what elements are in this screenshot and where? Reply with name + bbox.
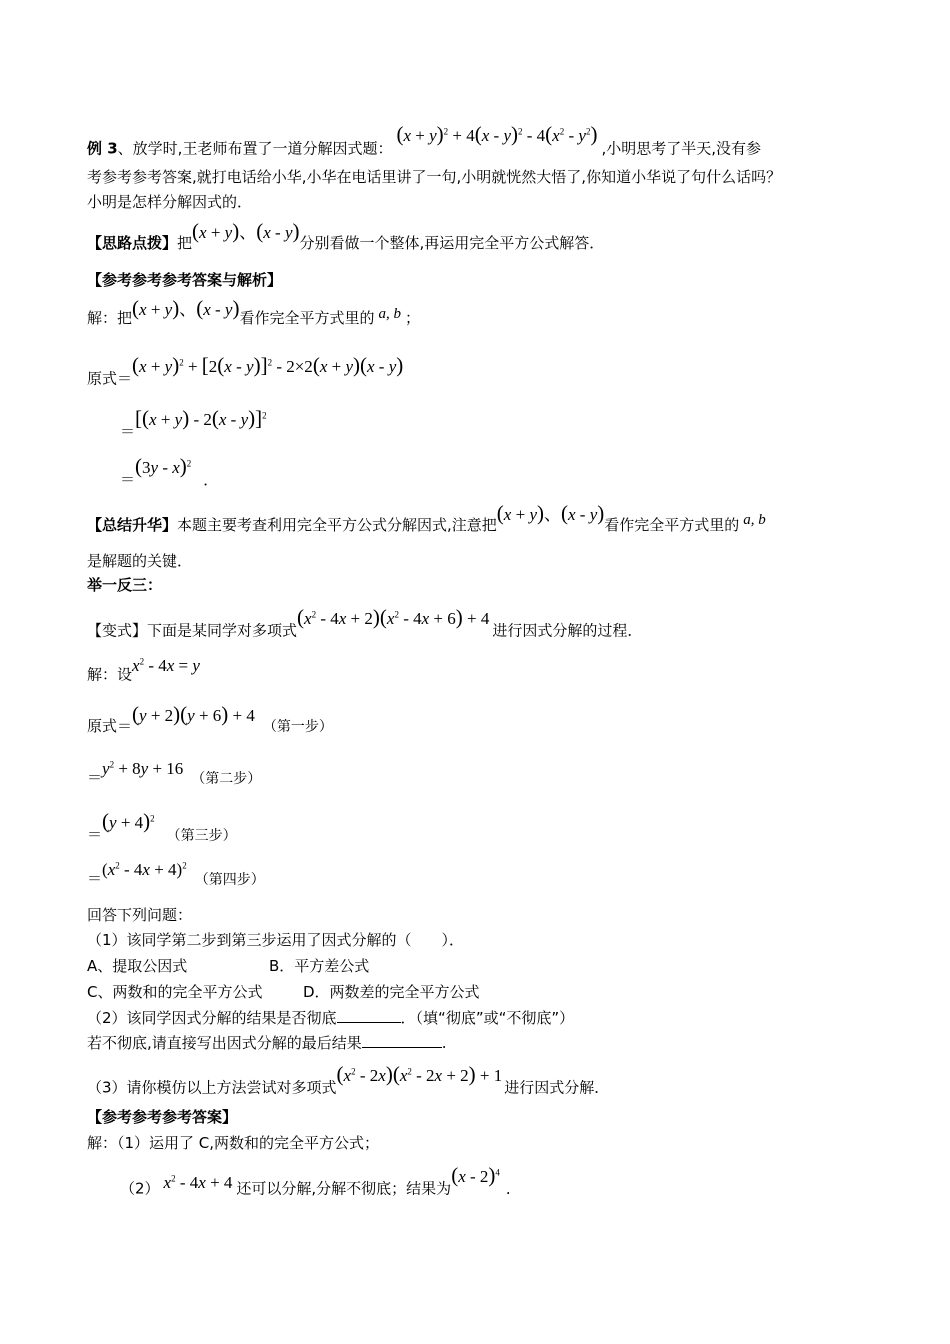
step-3-note: （第三步） (166, 827, 237, 844)
q3b: 进行因式分解． (504, 1078, 610, 1097)
eq-sign: ＝ (120, 470, 136, 489)
option-b: B．平方差公式 (269, 957, 370, 975)
q2d: . (441, 1034, 447, 1052)
answer-blank-2[interactable] (362, 1032, 442, 1048)
variant-step-2 (87, 758, 262, 789)
example-3-line-2: 考参考参考答案,就打电话给小华,小华在电话里讲了一句,小明就恍然大悟了,你知道小华说了句什么话吗？ (87, 168, 782, 186)
variant-step-3 (87, 808, 237, 846)
hint-label: 【思路点拨】 (87, 234, 178, 252)
summary-line-2: 是解题的关键． (87, 552, 193, 570)
math-variant-poly: $(x^2 - 4x + 2)(x^2 - 4x + 6) + 4$ (297, 604, 490, 629)
math-vstep-2: $y^2 + 8y + 16$ (102, 758, 184, 778)
answer-pre: 解：把 (87, 309, 133, 327)
summary-line (87, 501, 766, 536)
eq-sign: ＝ (87, 869, 103, 888)
eq-sign: ＝ (120, 422, 136, 441)
option-d: D．两数差的完全平方公式 (303, 983, 480, 1001)
answer-step-1 (87, 352, 404, 389)
example-text: 、放学时,王老师布置了一道分解因式题： (117, 139, 393, 158)
option-a: A、提取公因式 (87, 957, 188, 975)
hint-pre: 把 (177, 234, 193, 252)
math-ref-result: (x - 2)$^4$ (451, 1162, 500, 1187)
summary-t2: 看作完全平方式里的 (604, 516, 740, 534)
variant-label: 【变式】 (87, 621, 148, 640)
step-2-note: （第二步） (191, 770, 262, 787)
example-text-2: ,小明思考了半天,没有参 (601, 139, 761, 158)
sol-label: 解：设 (87, 665, 133, 684)
option-c: C、两数和的完全平方公式 (87, 983, 263, 1001)
math-ref-expr: $x^2 - 4x + 4$ (163, 1172, 233, 1192)
answer-intro (87, 296, 420, 329)
example-3-line-1 (87, 121, 761, 159)
yuan-label: 原式＝ (87, 369, 133, 388)
hint-line (87, 219, 605, 253)
ref-label: 【参考参考参考答案】 (87, 1108, 238, 1126)
hint-post: 分别看做一个整体,再运用完全平方公式解答． (299, 234, 605, 252)
ref-a2c: . (505, 1179, 511, 1198)
summary-label: 【总结升华】 (87, 516, 178, 534)
dot: ． (203, 470, 219, 489)
question-2 (87, 1007, 574, 1028)
ref-a2a: （2） (120, 1179, 160, 1198)
eq-sign: ＝ (87, 825, 103, 844)
summary-t1: 本题主要考查利用完全平方公式分解因式,注意把 (177, 516, 497, 534)
example-3-line-3: 小明是怎样分解因式的． (87, 193, 253, 211)
math-q3-poly: $(x^2 - 2x)(x^2 - 2x + 2) + 1$ (336, 1061, 503, 1086)
math-summary-expr: (x + y)、(x - y) (496, 501, 605, 525)
juyi-label: 举一反三： (87, 576, 163, 594)
math-step-2: $[(x + y) - 2(x - y)]^2$ (135, 405, 267, 430)
questions-label: 回答下列问题： (87, 906, 193, 924)
math-ab: a, b (743, 512, 766, 528)
variant-set (87, 655, 200, 685)
answer-label: 【参考参考参考答案与解析】 (87, 271, 283, 289)
yuan-label: 原式＝ (87, 717, 133, 735)
eq-sign: ＝ (87, 768, 103, 787)
q2b: ．（填“彻底”或“不彻底”） (400, 1009, 575, 1027)
step-4-note: （第四步） (194, 871, 265, 888)
answer-end: ； (404, 309, 420, 327)
answer-blank-1[interactable] (337, 1007, 401, 1023)
variant-step-4 (87, 859, 265, 890)
q2c: 若不彻底,请直接写出因式分解的最后结果 (87, 1034, 362, 1052)
ref-answer-2 (120, 1162, 511, 1199)
variant-t2: 进行因式分解的过程． (492, 621, 643, 640)
math-vstep-1: (y + 2)(y + 6) + 4 (132, 702, 255, 726)
variant-line (87, 604, 643, 641)
question-1-options-ab (87, 956, 369, 976)
answer-step-2 (120, 405, 267, 442)
math-problem-expression: $(x + y)^2 + 4(x - y)^2 - 4(x^2 - y^2)$ (396, 121, 598, 146)
math-hint-expr: (x + y)、(x - y) (192, 219, 300, 243)
variant-step-1 (87, 702, 333, 737)
question-1: （1）该同学第二步到第三步运用了因式分解的（ ）． (87, 931, 465, 949)
ref-a2b: 还可以分解,分解不彻底；结果为 (236, 1179, 452, 1198)
q2a: （2）该同学因式分解的结果是否彻底 (87, 1009, 337, 1027)
math-vstep-4: $(x^2 - 4x + 4)^2$ (102, 859, 187, 879)
q3a: （3）请你模仿以上方法尝试对多项式 (87, 1078, 337, 1097)
math-step-1: $(x + y)^2 + [2(x - y)]^2 - 2\times 2(x + y)(x - y)$ (132, 352, 404, 377)
variant-t1: 下面是某同学对多项式 (147, 621, 298, 640)
answer-step-3 (120, 453, 219, 490)
math-vstep-3: $(y + 4)^2$ (102, 808, 155, 833)
math-answer-expr: (x + y)、(x - y) (132, 296, 240, 320)
question-1-options-cd (87, 982, 480, 1002)
ref-answer-1: 解：（1）运用了 C,两数和的完全平方公式； (87, 1134, 380, 1152)
answer-mid: 看作完全平方式里的 (239, 309, 375, 327)
question-2-cont (87, 1032, 447, 1053)
step-1-note: （第一步） (262, 719, 333, 735)
example-label: 例 3 (87, 139, 118, 158)
math-ab: a, b (378, 306, 401, 322)
math-step-3: (3y - x)$^2$ (135, 453, 192, 478)
math-set: $x^2 - 4x = y$ (132, 655, 200, 675)
question-3 (87, 1061, 610, 1098)
